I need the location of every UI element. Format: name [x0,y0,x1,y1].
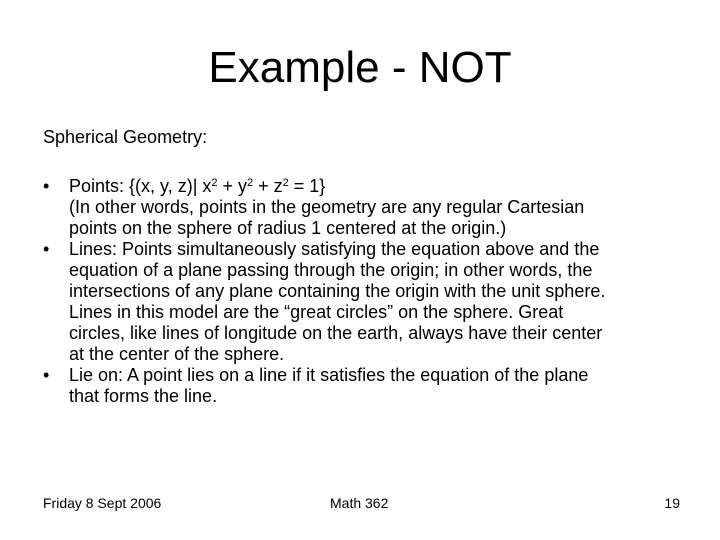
bullet-marker: • [43,365,50,385]
exponent-y: 2 [247,177,254,189]
bullet-list [43,176,693,407]
lines-text-line: Lines in this model are the “great circles” on the sphere. Great [69,302,564,322]
bullet-lines [43,239,693,365]
bullet-points [43,176,693,239]
footer-course: Math 362 [330,495,389,511]
points-explanation-line: (In other words, points in the geometry are any regular Cartesian [69,197,585,217]
points-explanation-line: points on the sphere of radius 1 centered at the origin.) [69,218,507,238]
bullet-marker: • [43,176,50,196]
lie-on-text-line: Lie on: A point lies on a line if it satisfies the equation of the plane [69,365,589,385]
points-definition [69,176,693,197]
lie-on-text-line: that forms the line. [69,386,218,406]
lines-text-line: intersections of any plane containing the origin with the unit sphere. [69,281,606,301]
lines-text-line: at the center of the sphere. [69,344,285,364]
exponent-x: 2 [211,177,218,189]
points-definition-y: + y [217,176,248,196]
lines-text-line: Lines: Points simultaneously satisfying the equation above and the [69,239,600,259]
slide-title: Example - NOT [208,43,512,92]
slide-subheading: Spherical Geometry: [43,127,208,147]
bullet-lie-on [43,365,693,407]
points-definition-prefix: Points: {(x, y, z)| x [69,176,212,196]
points-definition-z: + z [253,176,283,196]
lines-text-line: circles, like lines of longitude on the earth, always have their center [69,323,603,343]
footer-date: Friday 8 Sept 2006 [43,495,162,511]
lines-text-line: equation of a plane passing through the origin; in other words, the [69,260,593,280]
footer-page-number: 19 [664,495,680,511]
exponent-z: 2 [282,177,289,189]
points-definition-suffix: = 1} [288,176,326,196]
bullet-marker: • [43,239,50,259]
